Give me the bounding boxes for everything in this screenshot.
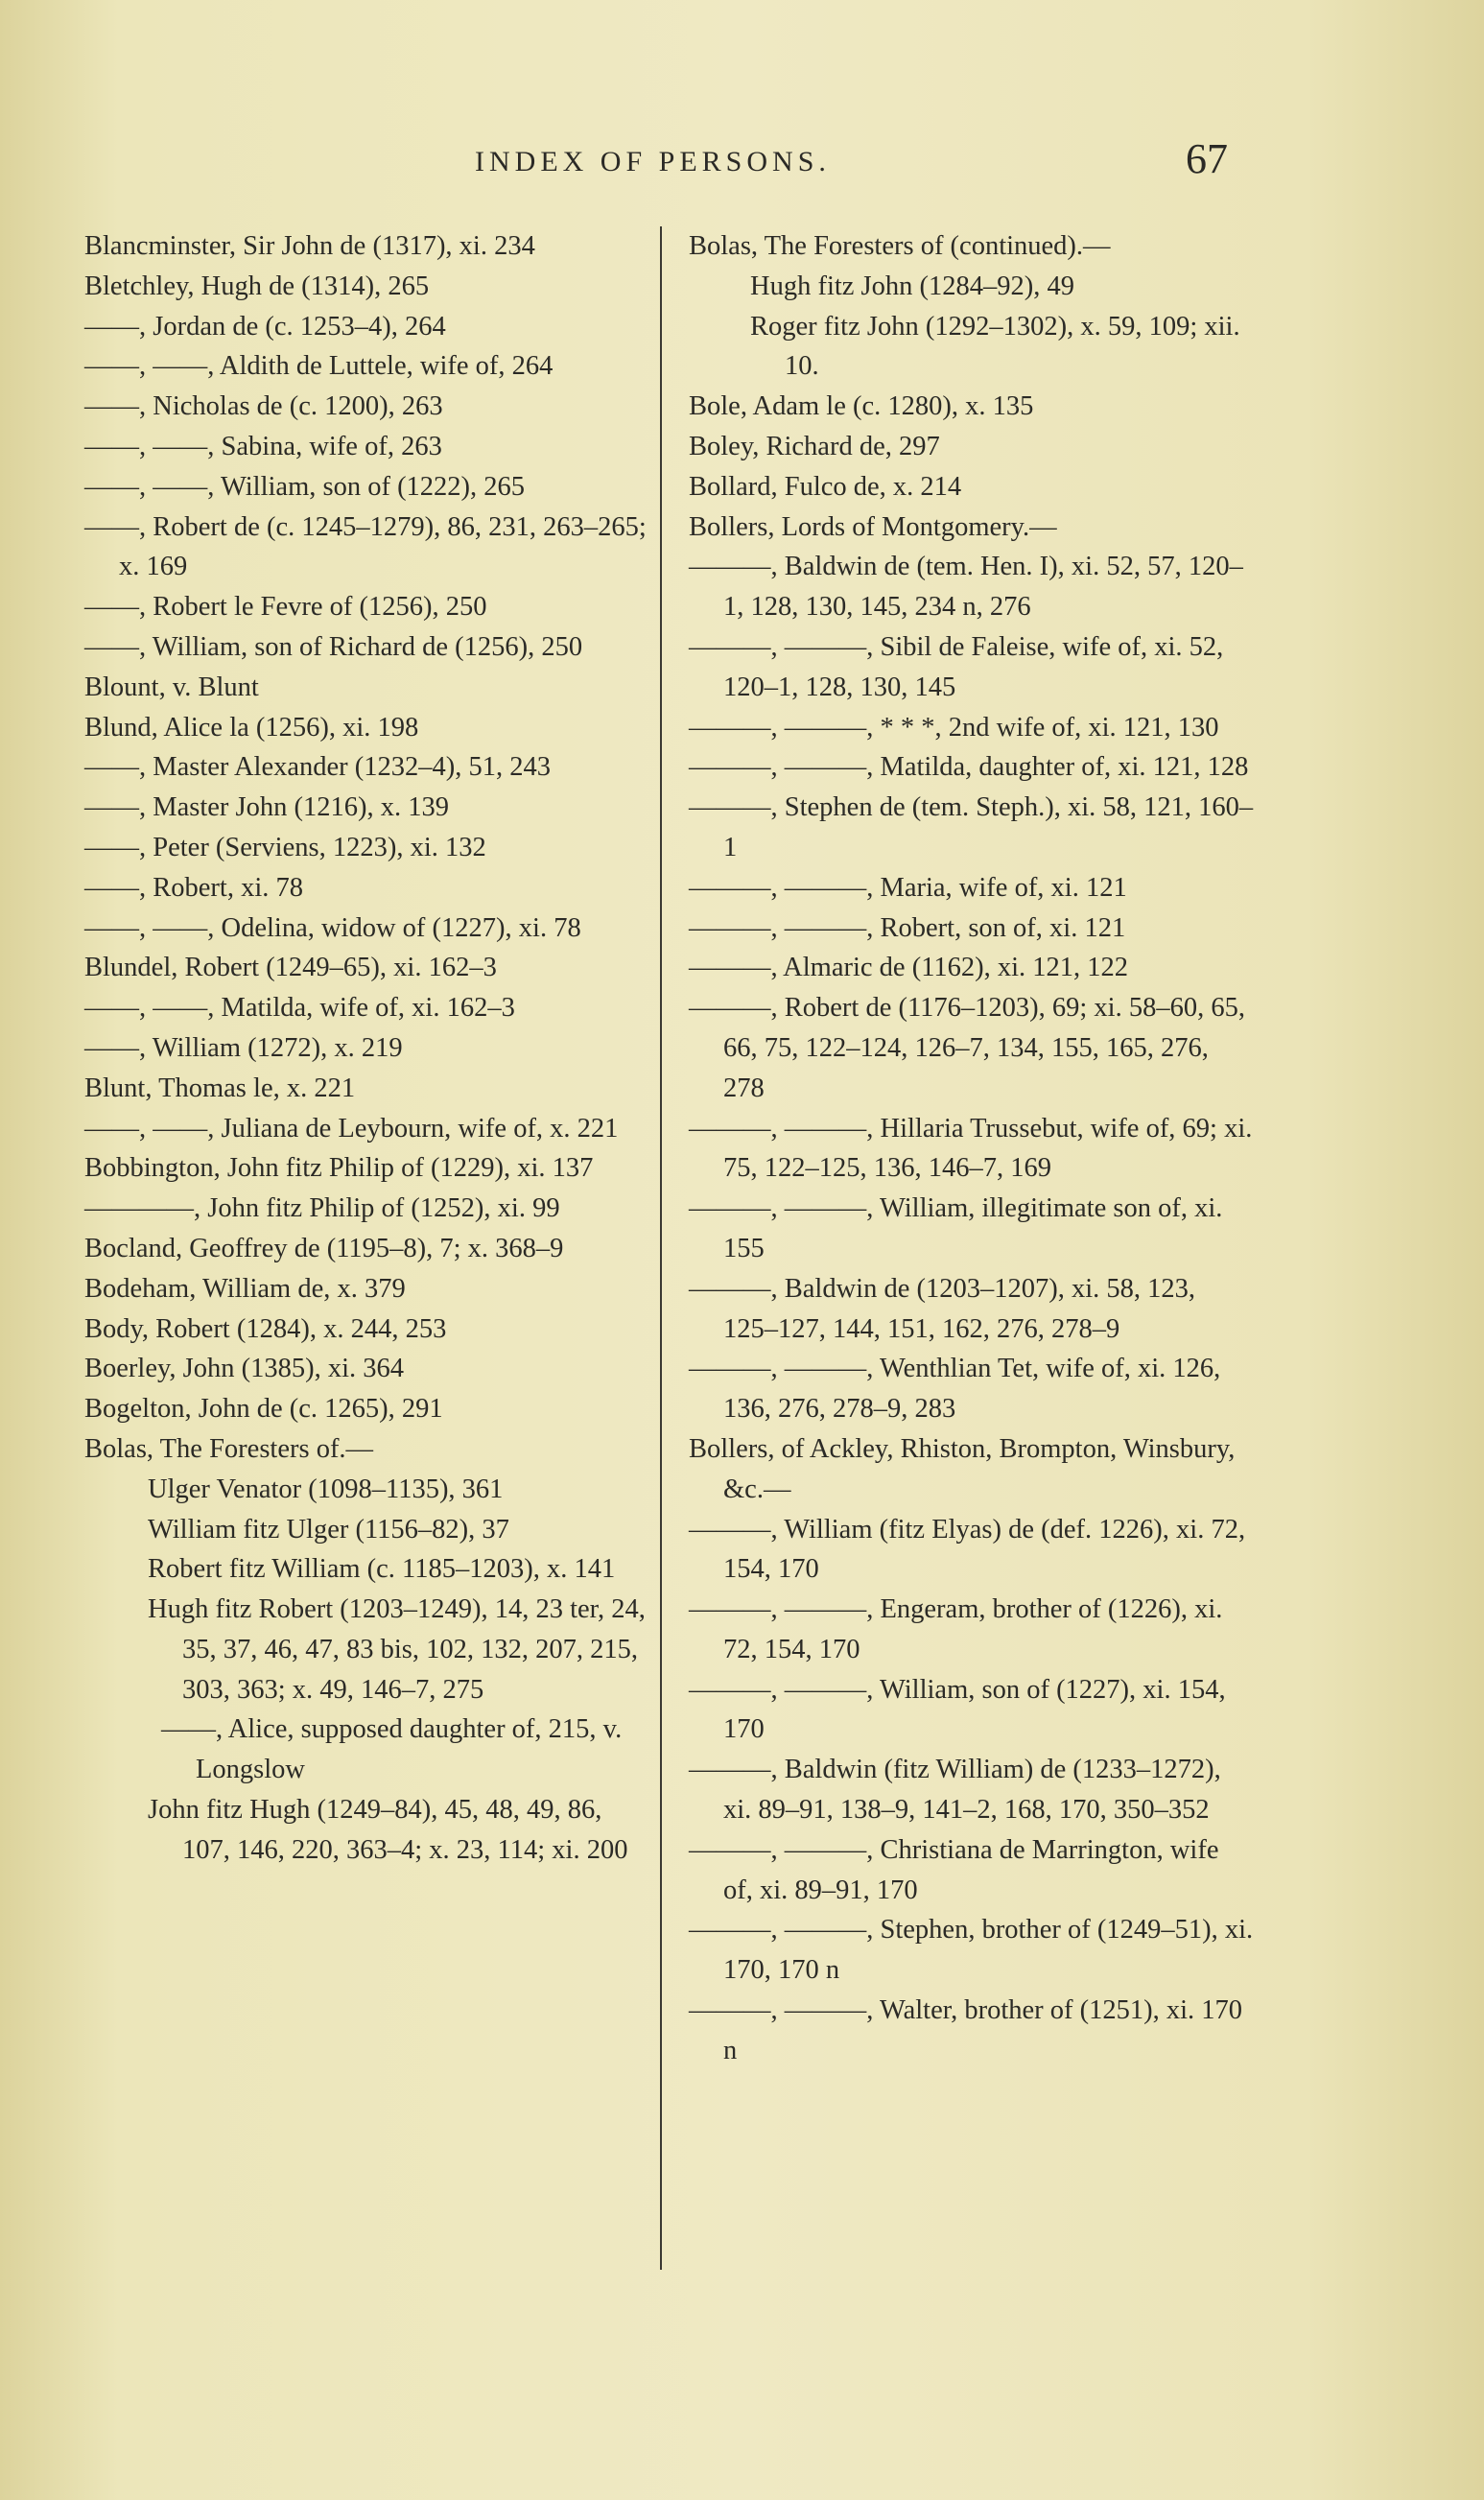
index-entry: ———, ———, Matilda, daughter of, xi. 121, 128 (689, 752, 1249, 783)
index-entry: William fitz Ulger (1156–82), 37 (148, 1514, 509, 1545)
index-entry: ———, ———, Maria, wife of, xi. 121 (689, 872, 1127, 903)
index-entry: ————, John fitz Philip of (1252), xi. 99 (84, 1193, 560, 1224)
index-entry: Bobbington, John fitz Philip of (1229), xi. 137 (84, 1153, 594, 1184)
index-column-right (689, 226, 1255, 2071)
index-entry: ———, ———, Stephen, brother of (1249–51), xi. 170, 170 n (689, 1915, 1254, 1986)
index-entry: ——, Master Alexander (1232–4), 51, 243 (84, 752, 551, 783)
index-entry: ———, ———, Wenthlian Tet, wife of, xi. 126, 136, 276, 278–9, 283 (689, 1354, 1221, 1425)
index-entry: ———, Stephen de (tem. Steph.), xi. 58, 121, 160–1 (689, 792, 1254, 862)
index-entry: ———, Almaric de (1162), xi. 121, 122 (689, 953, 1129, 983)
index-entry: John fitz Hugh (1249–84), 45, 48, 49, 86, 107, 146, 220, 363–4; x. 23, 114; xi. 200 (148, 1795, 628, 1865)
index-entry: Blund, Alice la (1256), xi. 198 (84, 712, 419, 743)
index-entry: Bolas, The Foresters of.— (84, 1433, 374, 1464)
index-entry: ——, ——, Juliana de Leybourn, wife of, x. 221 (84, 1113, 619, 1144)
index-entry: ———, ———, William, son of (1227), xi. 154, 170 (689, 1674, 1226, 1745)
index-entry: Ulger Venator (1098–1135), 361 (148, 1474, 504, 1504)
index-entry: Hugh fitz Robert (1203–1249), 14, 23 ter, 24, 35, 37, 46, 47, 83 bis, 102, 132, 207, 215, 303, 363; x. 49, 146–7, 275 (148, 1594, 646, 1705)
index-entry: Blundel, Robert (1249–65), xi. 162–3 (84, 953, 497, 983)
index-entry: Blount, v. Blunt (84, 672, 259, 702)
index-entry: ——, Robert, xi. 78 (84, 872, 303, 903)
index-entry: ———, Baldwin (fitz William) de (1233–1272), xi. 89–91, 138–9, 141–2, 168, 170, 350–352 (689, 1755, 1221, 1826)
index-entry: Blancminster, Sir John de (1317), xi. 234 (84, 231, 535, 261)
index-entry: ———, ———, Christiana de Marrington, wife of, xi. 89–91, 170 (689, 1834, 1219, 1905)
index-entry: Roger fitz John (1292–1302), x. 59, 109; xii. 10. (750, 311, 1240, 382)
index-entry: ——, Robert le Fevre of (1256), 250 (84, 592, 487, 623)
index-entry: ———, Baldwin de (tem. Hen. I), xi. 52, 57, 120–1, 128, 130, 145, 234 n, 276 (689, 552, 1243, 623)
index-entry: Bletchley, Hugh de (1314), 265 (84, 271, 430, 301)
index-entry: ———, ———, William, illegitimate son of, xi. 155 (689, 1193, 1223, 1263)
index-entry: ———, ———, Hillaria Trussebut, wife of, 69; xi. 75, 122–125, 136, 146–7, 169 (689, 1113, 1253, 1184)
page-header (0, 134, 1484, 192)
running-head: INDEX OF PERSONS. (475, 146, 831, 177)
index-entry: ——, Nicholas de (c. 1200), 263 (84, 391, 443, 422)
index-entry: ———, ———, * * *, 2nd wife of, xi. 121, 130 (689, 712, 1219, 743)
index-entry: Boerley, John (1385), xi. 364 (84, 1354, 404, 1384)
index-entry: Bodeham, William de, x. 379 (84, 1273, 406, 1304)
index-entry: Bollers, Lords of Montgomery.— (689, 511, 1057, 542)
index-entry: ——, ——, William, son of (1222), 265 (84, 471, 526, 502)
page-number: 67 (1186, 135, 1228, 182)
index-entry: Bollers, of Ackley, Rhiston, Brompton, Winsbury, &c.— (689, 1433, 1236, 1504)
index-entry: Bollard, Fulco de, x. 214 (689, 471, 962, 502)
index-entry: Bole, Adam le (c. 1280), x. 135 (689, 391, 1034, 422)
index-entry: ——, ——, Aldith de Luttele, wife of, 264 (84, 351, 554, 382)
index-entry: ——, William (1272), x. 219 (84, 1032, 403, 1063)
index-entry: Boley, Richard de, 297 (689, 431, 940, 461)
index-entry: Bocland, Geoffrey de (1195–8), 7; x. 368–9 (84, 1233, 564, 1263)
column-divider (660, 226, 662, 2270)
index-entry: ——, Master John (1216), x. 139 (84, 792, 449, 823)
index-entry: ———, ———, Robert, son of, xi. 121 (689, 912, 1126, 943)
index-entry: ——, Peter (Serviens, 1223), xi. 132 (84, 832, 486, 862)
index-entry: ——, ——, Matilda, wife of, xi. 162–3 (84, 993, 515, 1024)
index-entry: ——, Jordan de (c. 1253–4), 264 (84, 311, 446, 342)
index-entry: ———, ———, Engeram, brother of (1226), xi. 72, 154, 170 (689, 1594, 1223, 1664)
index-entry: Hugh fitz John (1284–92), 49 (750, 271, 1075, 301)
index-entry: ———, William (fitz Elyas) de (def. 1226), xi. 72, 154, 170 (689, 1514, 1246, 1585)
index-entry: ———, ———, Sibil de Faleise, wife of, xi. 52, 120–1, 128, 130, 145 (689, 631, 1224, 702)
index-entry: Robert fitz William (c. 1185–1203), x. 141 (148, 1554, 616, 1585)
index-entry: ——, ——, Sabina, wife of, 263 (84, 431, 442, 461)
index-entry: ——, ——, Odelina, widow of (1227), xi. 78 (84, 912, 581, 943)
index-entry: ———, Baldwin de (1203–1207), xi. 58, 123, 125–127, 144, 151, 162, 276, 278–9 (689, 1273, 1196, 1344)
index-entry: ———, ———, Walter, brother of (1251), xi. 170 n (689, 1995, 1243, 2065)
index-entry: ——, Alice, supposed daughter of, 215, v. Longslow (161, 1714, 623, 1785)
index-entry: ———, Robert de (1176–1203), 69; xi. 58–60, 65, 66, 75, 122–124, 126–7, 134, 155, 165, 276, 278 (689, 993, 1245, 1103)
index-column-left (84, 226, 650, 1871)
index-entry: Body, Robert (1284), x. 244, 253 (84, 1313, 447, 1344)
index-entry: Bogelton, John de (c. 1265), 291 (84, 1394, 443, 1425)
index-entry: Blunt, Thomas le, x. 221 (84, 1073, 356, 1103)
index-entry: ——, Robert de (c. 1245–1279), 86, 231, 263–265; x. 169 (84, 511, 647, 582)
index-entry: ——, William, son of Richard de (1256), 250 (84, 631, 583, 662)
index-entry: Bolas, The Foresters of (continued).— (689, 231, 1111, 261)
